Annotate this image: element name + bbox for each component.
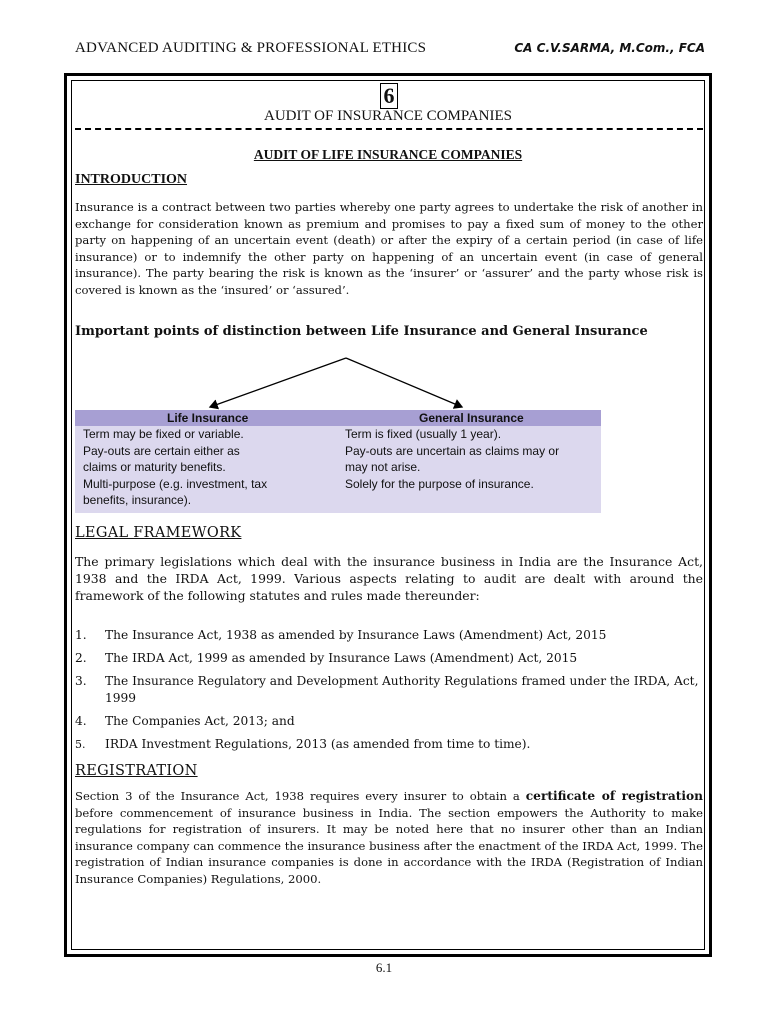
comparison-table-header <box>75 410 601 426</box>
registration-text-end: before commencement of insurance business in India. The section empowers the Authority to make regulations for registration of insurers. It may be noted here that no insurer other than an Indian insurance company can commence the insurance business after the enactment of the IRDA Act, 1999. The registration of Indian insurance companies is done in accordance with the IRDA (Registration of Indian Insurance Companies) Regulations, 2000. <box>75 805 703 886</box>
column-header-general: General Insurance <box>419 411 524 425</box>
list-item-number: 1. <box>75 628 87 642</box>
branch-arrows-icon <box>200 355 560 411</box>
life-point: Term may be fixed or variable. <box>83 427 244 441</box>
section-title <box>70 147 706 163</box>
life-insurance-column <box>83 426 267 509</box>
life-point: Multi-purpose (e.g. investment, tax <box>83 476 268 491</box>
life-point: Pay-outs are certain either as <box>83 443 240 458</box>
section-title-text: AUDIT OF LIFE INSURANCE COMPANIES <box>253 147 523 162</box>
chapter-title: AUDIT OF INSURANCE COMPANIES <box>264 108 512 124</box>
column-header-life: Life Insurance <box>167 411 249 425</box>
list-item-text: IRDA Investment Regulations, 2013 (as amended from time to time). <box>105 737 531 751</box>
course-title: ADVANCED AUDITING & PROFESSIONAL ETHICS <box>75 40 427 56</box>
list-item-number: 4. <box>75 714 87 728</box>
registration-heading: REGISTRATION <box>75 763 198 779</box>
list-item-text: The Insurance Act, 1938 as amended by Insurance Laws (Amendment) Act, 2015 <box>105 628 607 642</box>
general-insurance-column <box>345 426 559 492</box>
author-name: CA C.V.SARMA, M.Com., FCA <box>514 41 705 55</box>
list-item-text: The Companies Act, 2013; and <box>105 714 295 728</box>
list-item-number: 5. <box>75 738 86 751</box>
list-item-text: The Insurance Regulatory and Development Authority Regulations framed under the IRDA, Act, 1999 <box>105 674 699 705</box>
general-point: Term is fixed (usually 1 year). <box>345 427 502 441</box>
dashed-divider <box>75 128 703 130</box>
legal-framework-heading: LEGAL FRAMEWORK <box>75 525 242 541</box>
introduction-heading: INTRODUCTION <box>75 172 188 187</box>
registration-paragraph <box>75 788 703 887</box>
page-header <box>75 38 705 60</box>
page-number: 6.1 <box>375 960 393 975</box>
general-point: Solely for the purpose of insurance. <box>345 476 534 491</box>
certificate-of-registration: certificate of registration <box>525 789 703 803</box>
list-item-number: 2. <box>75 651 87 665</box>
list-item-text: The IRDA Act, 1999 as amended by Insurance Laws (Amendment) Act, 2015 <box>105 651 578 665</box>
registration-text-start: Section 3 of the Insurance Act, 1938 requires every insurer to obtain a <box>75 789 526 803</box>
general-point: may not arise. <box>345 460 421 474</box>
chapter-number: 6 <box>380 83 398 109</box>
life-point: benefits, insurance). <box>83 493 192 507</box>
life-point: claims or maturity benefits. <box>83 460 226 474</box>
introduction-paragraph: Insurance is a contract between two parties whereby one party agrees to undertake the risk of another in exchange for consideration known as premium and promises to pay a fixed sum of money to the other party on happening of an uncertain event (death) or after the expiry of a certain period (in case of life insurance) or to indemnify the other party on happening of an uncertain event (in case of general insurance). The party bearing the risk is known as the ‘insurer’ or ‘assurer’ and the party whose risk is covered is known as the ‘insured’ or ‘assured’. <box>75 200 703 297</box>
distinction-heading: Important points of distinction between Life Insurance and General Insurance <box>75 324 648 339</box>
comparison-table <box>75 410 601 513</box>
legal-framework-paragraph: The primary legislations which deal with the insurance business in India are the Insurance Act, 1938 and the IRDA Act, 1999. Various aspects relating to audit are dealt with around the framework of the following statutes and rules made thereunder: <box>75 554 703 603</box>
general-point: Pay-outs are uncertain as claims may or <box>345 443 560 458</box>
list-item-number: 3. <box>75 674 87 688</box>
